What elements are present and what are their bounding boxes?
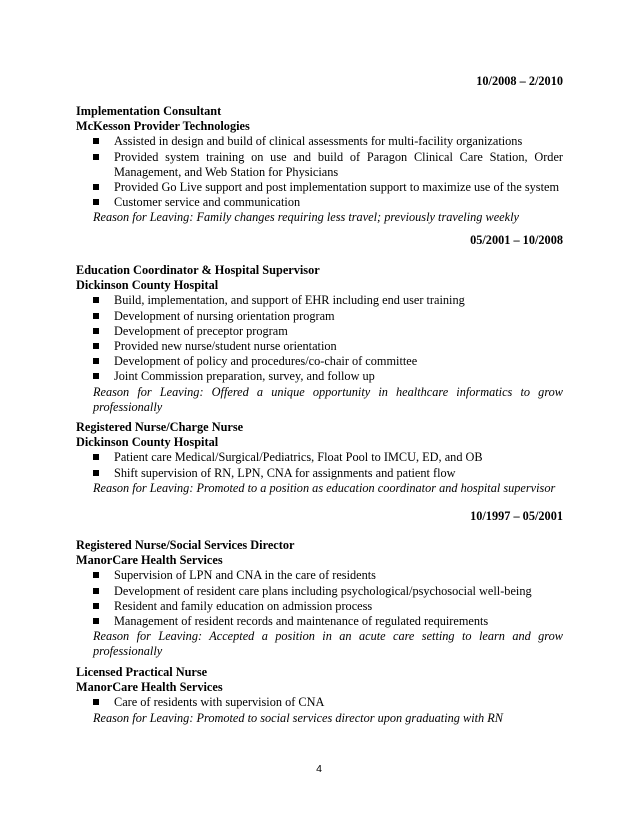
square-bullet-icon: [93, 699, 99, 705]
job-title: Implementation Consultant: [76, 104, 222, 118]
square-bullet-icon: [93, 184, 99, 190]
square-bullet-icon: [93, 297, 99, 303]
square-bullet-icon: [93, 373, 99, 379]
employer-name: Dickinson County Hospital: [76, 435, 219, 450]
square-bullet-icon: [93, 138, 99, 144]
job-entry: [76, 263, 563, 415]
list-item: Care of residents with supervision of CNA: [76, 695, 563, 710]
square-bullet-icon: [93, 588, 99, 594]
reason-for-leaving: Reason for Leaving: Promoted to a position as education coordinator and hospital supervisor: [93, 480, 556, 495]
list-item: Patient care Medical/Surgical/Pediatrics, Float Pool to IMCU, ED, and OB: [76, 450, 563, 465]
square-bullet-icon: [93, 313, 99, 319]
list-item: Resident and family education on admission process: [76, 599, 563, 614]
list-item: Shift supervision of RN, LPN, CNA for assignments and patient flow: [76, 466, 563, 481]
job-title: Education Coordinator & Hospital Supervisor: [76, 263, 320, 277]
list-item: Management of resident records and maintenance of regulated requirements: [76, 614, 563, 629]
list-item: Development of policy and procedures/co-chair of committee: [76, 354, 563, 369]
list-item: Development of resident care plans including psychological/psychosocial well-being: [76, 584, 563, 599]
job-entry: [76, 538, 563, 660]
list-item: Provided Go Live support and post implementation support to maximize use of the system: [76, 180, 563, 195]
list-item: Joint Commission preparation, survey, and follow up: [76, 369, 563, 384]
list-item: Assisted in design and build of clinical assessments for multi-facility organizations: [76, 134, 563, 149]
job-title: Registered Nurse/Charge Nurse: [76, 420, 244, 434]
entry-date: 10/2008 – 2/2010: [476, 74, 563, 88]
reason-for-leaving: Reason for Leaving: Promoted to social services director upon graduating with RN: [93, 710, 503, 725]
job-entry: [76, 420, 563, 496]
square-bullet-icon: [93, 328, 99, 334]
employer-name: McKesson Provider Technologies: [76, 119, 250, 134]
duties-list: [76, 450, 563, 480]
square-bullet-icon: [93, 603, 99, 609]
reason-for-leaving: Reason for Leaving: Family changes requiring less travel; previously traveling weekly: [93, 210, 519, 225]
square-bullet-icon: [93, 154, 99, 160]
square-bullet-icon: [93, 470, 99, 476]
reason-for-leaving: Reason for Leaving: Offered a unique opportunity in healthcare informatics to grow professionally: [93, 384, 563, 414]
employer-name: ManorCare Health Services: [76, 553, 223, 568]
list-item: Supervision of LPN and CNA in the care of residents: [76, 568, 563, 583]
list-item: Customer service and communication: [76, 195, 563, 210]
job-entry: [76, 104, 563, 226]
reason-for-leaving: Reason for Leaving: Accepted a position in an acute care setting to learn and grow professionally: [93, 629, 563, 659]
entry-date: 10/1997 – 05/2001: [470, 509, 563, 523]
list-item: Build, implementation, and support of EHR including end user training: [76, 293, 563, 308]
page-number: 4: [316, 763, 322, 775]
square-bullet-icon: [93, 199, 99, 205]
entry-date: 05/2001 – 10/2008: [470, 233, 563, 247]
duties-list: [76, 695, 563, 710]
list-item: Provided new nurse/student nurse orientation: [76, 339, 563, 354]
duties-list: [76, 568, 563, 629]
duties-list: [76, 293, 563, 384]
duties-list: [76, 134, 563, 210]
square-bullet-icon: [93, 454, 99, 460]
square-bullet-icon: [93, 358, 99, 364]
employer-name: Dickinson County Hospital: [76, 278, 219, 293]
square-bullet-icon: [93, 343, 99, 349]
list-item: Development of nursing orientation program: [76, 309, 563, 324]
job-title: Registered Nurse/Social Services Director: [76, 538, 295, 552]
square-bullet-icon: [93, 618, 99, 624]
employer-name: ManorCare Health Services: [76, 680, 223, 695]
square-bullet-icon: [93, 572, 99, 578]
job-title: Licensed Practical Nurse: [76, 665, 208, 679]
list-item: Development of preceptor program: [76, 324, 563, 339]
list-item: Provided system training on use and build of Paragon Clinical Care Station, Order Management, and Web Station for Physicians: [76, 150, 563, 180]
job-entry: [76, 665, 563, 726]
